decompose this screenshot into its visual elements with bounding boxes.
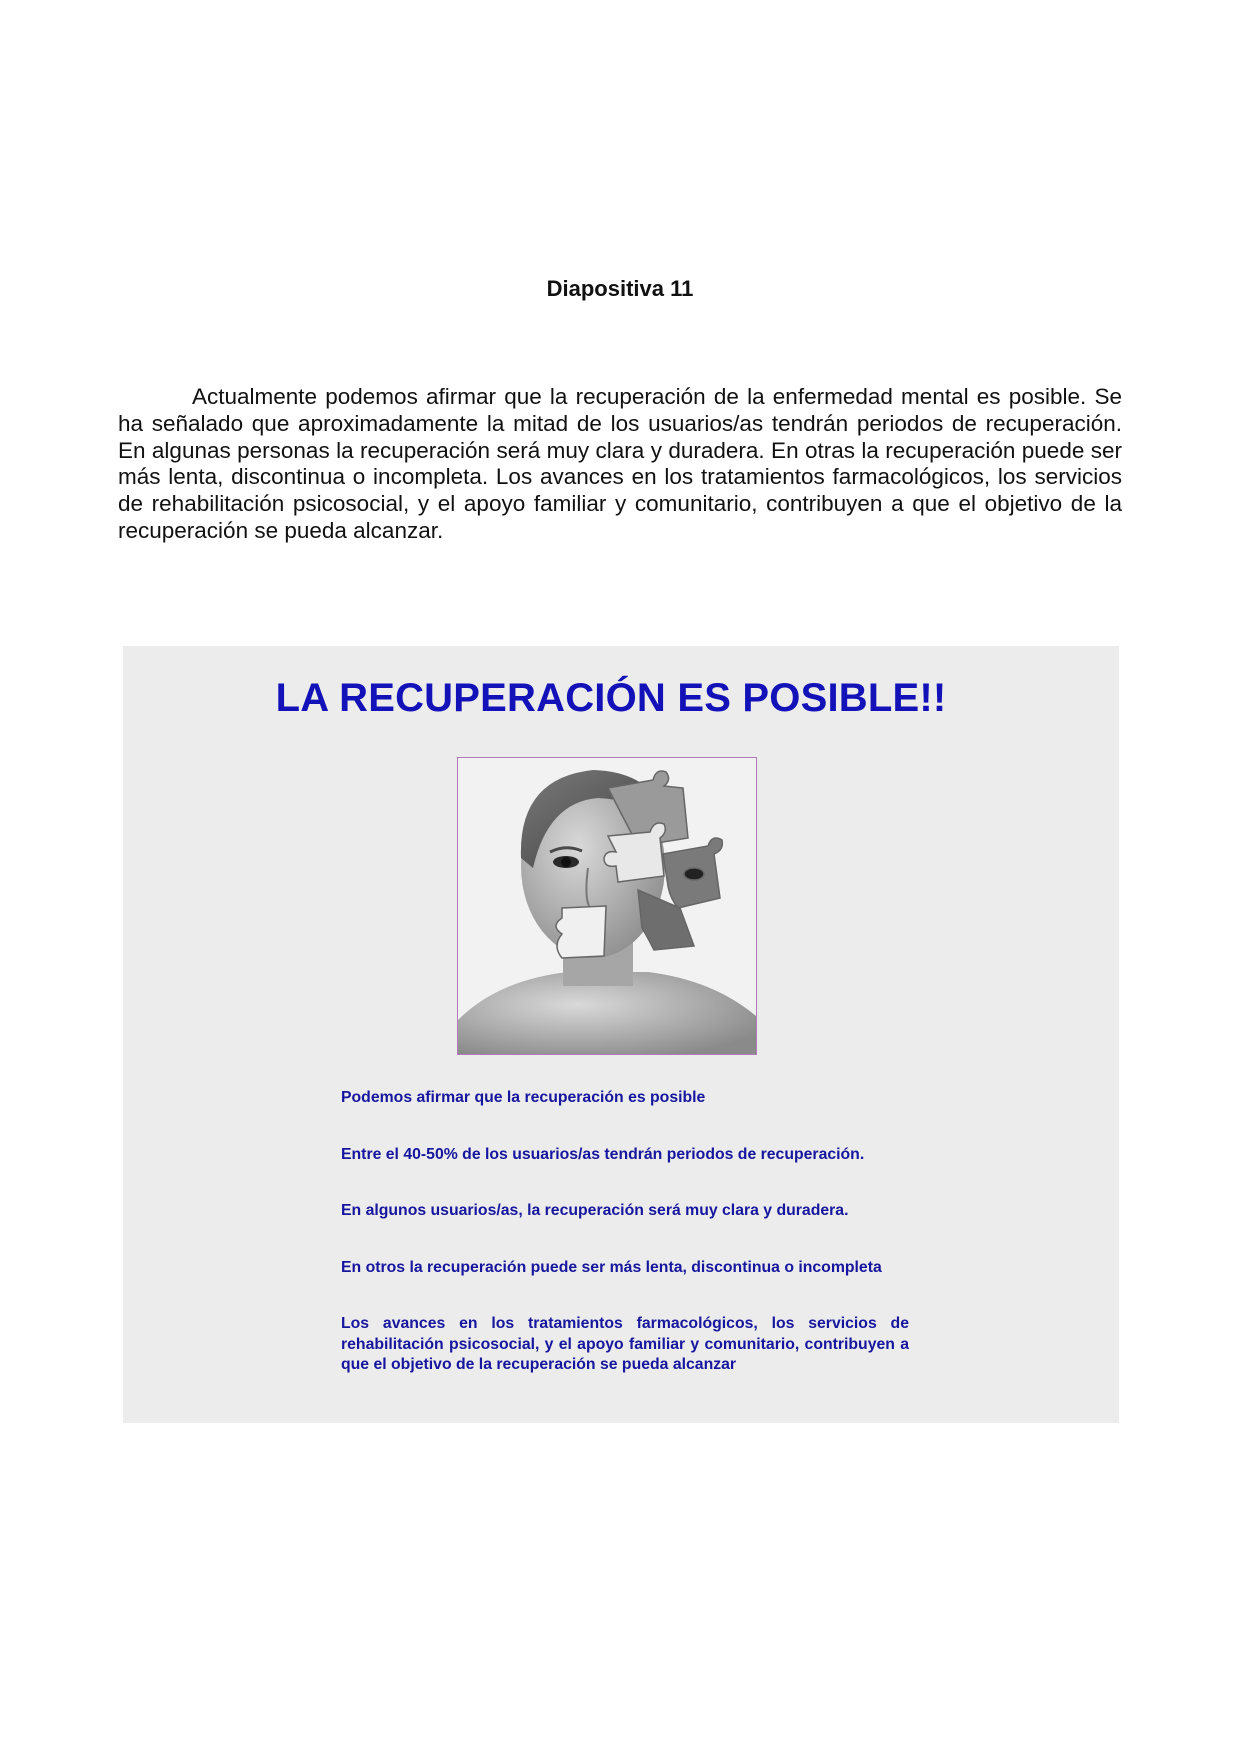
slide-panel (123, 646, 1119, 1423)
page-heading: Diapositiva 11 (546, 276, 694, 301)
slide-bullet: En otros la recuperación puede ser más lenta, discontinua o incompleta (341, 1258, 882, 1276)
slide-bullet: Los avances en los tratamientos farmacológicos, los servicios de rehabilitación psicosocial, y el apoyo familiar y comunitario, contribuyen a que el objetivo de la recuperación se pueda alcanzar (341, 1315, 909, 1373)
puzzle-face-image (457, 757, 757, 1055)
intro-paragraph: Actualmente podemos afirmar que la recuperación de la enfermedad mental es posible. Se ha señalado que aproximadamente la mitad de los usuarios/as tendrán periodos de recuperación. En algunas personas la recuperación será muy clara y duradera. En otras la recuperación puede ser más lenta, discontinua o incompleta. Los avances en los tratamientos farmacológicos, los servicios de rehabilitación psicosocial, y el apoyo familiar y comunitario, contribuyen a que el objetivo de la recuperación se pueda alcanzar. (118, 384, 1122, 543)
slide-title: LA RECUPERACIÓN ES POSIBLE!! (275, 676, 947, 720)
slide-bullet: Entre el 40-50% de los usuarios/as tendrán periodos de recuperación. (341, 1145, 865, 1163)
slide-bullet-list (341, 1088, 909, 1412)
slide-bullet: En algunos usuarios/as, la recuperación será muy clara y duradera. (341, 1202, 849, 1219)
slide-bullet: Podemos afirmar que la recuperación es posible (341, 1089, 706, 1106)
